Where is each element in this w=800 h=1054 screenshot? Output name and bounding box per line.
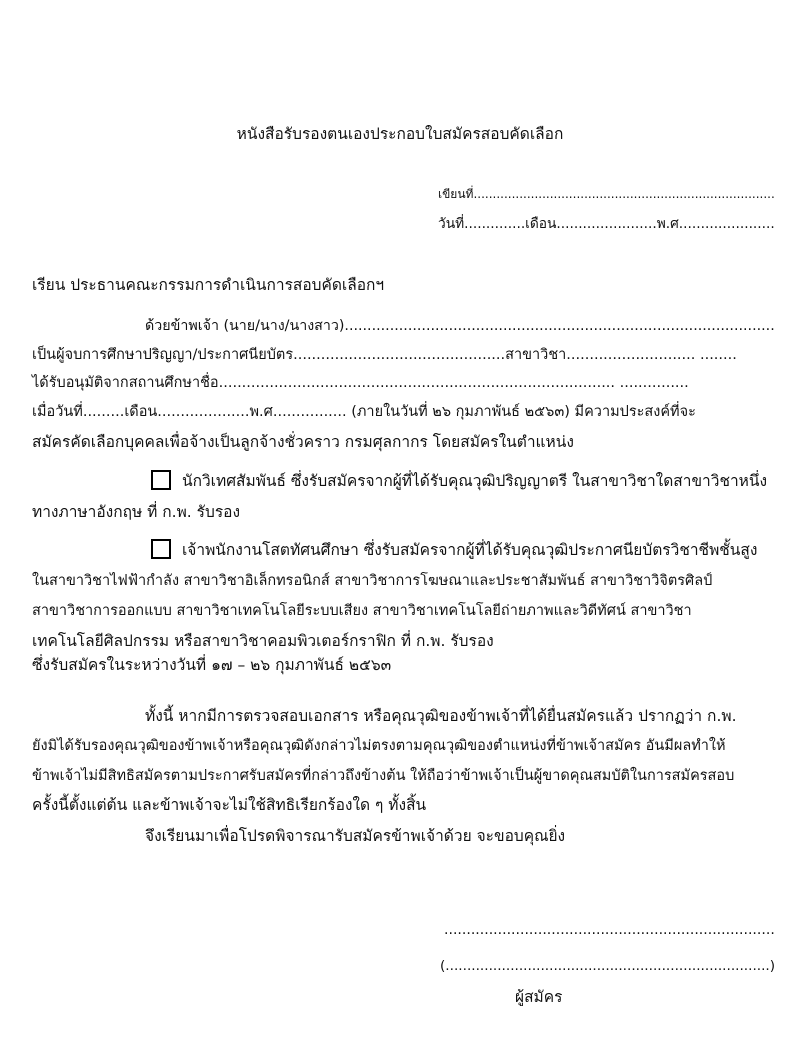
option-1-text-cont: ทางภาษาอังกฤษ ที่ ก.พ. รับรอง <box>32 503 241 521</box>
form-title: หนังสือรับรองตนเองประกอบใบสมัครสอบคัดเลือก <box>236 125 564 143</box>
disclaimer-line-3: ข้าพเจ้าไม่มีสิทธิสมัครตามประกาศรับสมัครที่กล่าวถึงข้างต้น ให้ถือว่าข้าพเจ้าเป็นผู้ขาดคุณสมบัติในการสมัครสอบ <box>32 768 735 784</box>
institution-field[interactable]: ได้รับอนุมัติจากสถานศึกษาชื่อ...................................................................................... ............... <box>32 375 689 391</box>
option-2-text: เจ้าพนักงานโสตทัศนศึกษา ซึ่งรับสมัครจากผู้ที่ได้รับคุณวุฒิประกาศนียบัตรวิชาชีพชั้นสูง <box>182 541 758 559</box>
salutation: เรียน ประธานคณะกรรมการดำเนินการสอบคัดเลือกฯ <box>32 276 385 294</box>
printed-name-field[interactable]: (...........................................................................) <box>440 958 776 974</box>
option-1-text: นักวิเทศสัมพันธ์ ซึ่งรับสมัครจากผู้ที่ได้รับคุณวุฒิปริญญาตรี ในสาขาวิชาใดสาขาวิชาหนึ่ง <box>182 472 768 490</box>
closing-text: จึงเรียนมาเพื่อโปรดพิจารณารับสมัครข้าพเจ้าด้วย จะขอบคุณยิ่ง <box>145 827 566 845</box>
graduation-date-field[interactable]: เมื่อวันที่.........เดือน....................พ.ศ................ (ภายในวันที่ ๒๖ กุมภาพันธ์ ๒๕๖๓) มีความประสงค์ที่จะ <box>32 404 696 420</box>
option-2-text-cont-1: ในสาขาวิชาไฟฟ้ากำลัง สาขาวิชาอิเล็กทรอนิกส์ สาขาวิชาการโฆษณาและประชาสัมพันธ์ สาขาวิชาวิจิตรศิลป์ <box>32 573 713 589</box>
signer-role: ผู้สมัคร <box>515 988 563 1006</box>
date-field[interactable]: วันที่..............เดือน.......................พ.ศ...................... <box>438 216 775 232</box>
signature-field[interactable]: .......................................................................... <box>444 922 775 938</box>
option-2-text-cont-3: เทคโนโลยีศิลปกรรม หรือสาขาวิชาคอมพิวเตอร์กราฟิก ที่ ก.พ. รับรอง <box>32 632 494 650</box>
disclaimer-line-4: ครั้งนี้ตั้งแต่ต้น และข้าพเจ้าจะไม่ใช้สิทธิเรียกร้องใด ๆ ทั้งสิ้น <box>32 796 427 814</box>
option-1-checkbox[interactable] <box>151 470 171 490</box>
written-at-field[interactable]: เขียนที่............................................................................... <box>438 187 775 201</box>
option-2-checkbox[interactable] <box>151 539 171 559</box>
disclaimer-line-1: ทั้งนี้ หากมีการตรวจสอบเอกสาร หรือคุณวุฒิของข้าพเจ้าที่ได้ยื่นสมัครแล้ว ปรากฏว่า ก.พ. <box>145 707 737 725</box>
disclaimer-line-2: ยังมิได้รับรองคุณวุฒิของข้าพเจ้าหรือคุณวุฒิดังกล่าวไม่ตรงตามคุณวุฒิของตำแหน่งที่ข้าพเจ้าสมัคร อันมีผลทำให้ <box>32 738 726 754</box>
applicant-name-field[interactable]: ด้วยข้าพเจ้า (นาย/นาง/นางสาว)............................................................................................... <box>145 318 775 334</box>
intent-text: สมัครคัดเลือกบุคคลเพื่อจ้างเป็นลูกจ้างชั่วคราว กรมศุลกากร โดยสมัครในตำแหน่ง <box>32 433 574 451</box>
application-period: ซึ่งรับสมัครในระหว่างวันที่ ๑๗ – ๒๖ กุมภาพันธ์ ๒๕๖๓ <box>32 656 392 674</box>
education-field[interactable]: เป็นผู้จบการศึกษาปริญญา/ประกาศนียบัตร..............................................สาขาวิชา............................ ........ <box>32 347 737 363</box>
option-2-text-cont-2: สาขาวิชาการออกแบบ สาขาวิชาเทคโนโลยีระบบเสียง สาขาวิชาเทคโนโลยีถ่ายภาพและวิดีทัศน์ สาขาวิชา <box>32 603 692 619</box>
